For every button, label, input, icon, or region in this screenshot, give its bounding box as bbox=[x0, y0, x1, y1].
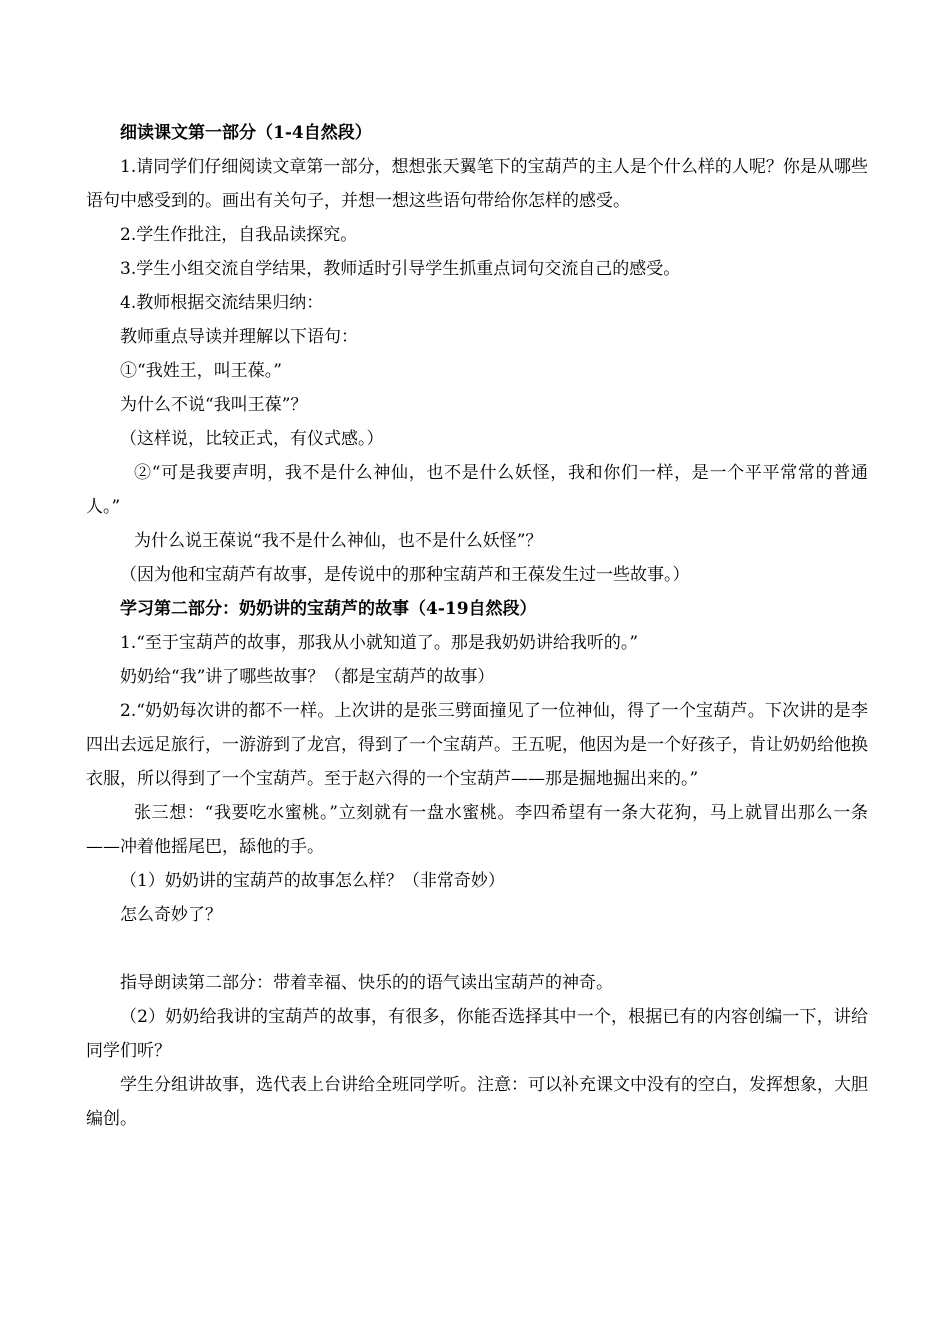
paragraph: 为什么不说“我叫王葆”？ bbox=[120, 395, 308, 415]
paragraph: （1）奶奶讲的宝葫芦的故事怎么样？（非常奇妙） bbox=[120, 871, 505, 891]
paragraph: （这样说，比较正式，有仪式感。） bbox=[120, 429, 384, 449]
paragraph: 教师重点导读并理解以下语句： bbox=[120, 327, 358, 347]
paragraph: 为什么说王葆说“我不是什么神仙，也不是什么妖怪”？ bbox=[134, 531, 543, 551]
paragraph: ①“我姓王，叫王葆。” bbox=[120, 361, 282, 381]
paragraph: 1.“至于宝葫芦的故事，那我从小就知道了。那是我奶奶讲给我听的。” bbox=[120, 633, 639, 653]
section-heading-part-two: 学习第二部分：奶奶讲的宝葫芦的故事（4-19自然段） bbox=[120, 599, 537, 619]
paragraph: 2.“奶奶每次讲的都不一样。上次讲的是张三劈面撞见了一位神仙，得了一个宝葫芦。下次讲的是李四出去远足旅行，一游游到了龙宫，得到了一个宝葫芦。王五呢，他因为是一个好孩子，肯让奶奶给他换衣服，所以得到了一个宝葫芦。至于赵六得的一个宝葫芦——那是掘地掘出来的。” bbox=[86, 701, 868, 789]
paragraph: 4.教师根据交流结果归纳： bbox=[120, 293, 324, 313]
paragraph: ②“可是我要声明，我不是什么神仙，也不是什么妖怪，我和你们一样，是一个平平常常的普通人。” bbox=[86, 463, 868, 517]
paragraph: （因为他和宝葫芦有故事，是传说中的那种宝葫芦和王葆发生过一些故事。） bbox=[120, 565, 690, 585]
paragraph: 奶奶给“我”讲了哪些故事？（都是宝葫芦的故事） bbox=[120, 667, 495, 687]
paragraph: 怎么奇妙了？ bbox=[120, 905, 222, 925]
blank-line bbox=[86, 932, 868, 966]
section-heading-part-one: 细读课文第一部分（1-4自然段） bbox=[120, 123, 372, 143]
paragraph: 3.学生小组交流自学结果，教师适时引导学生抓重点词句交流自己的感受。 bbox=[120, 259, 681, 279]
paragraph: 张三想：“我要吃水蜜桃。”立刻就有一盘水蜜桃。李四希望有一条大花狗，马上就冒出那么一条——冲着他摇尾巴，舔他的手。 bbox=[86, 803, 868, 857]
paragraph: （2）奶奶给我讲的宝葫芦的故事，有很多，你能否选择其中一个，根据已有的内容创编一下，讲给同学们听？ bbox=[86, 1007, 868, 1061]
document-body bbox=[86, 116, 868, 1136]
paragraph: 2.学生作批注，自我品读探究。 bbox=[120, 225, 358, 245]
paragraph: 指导朗读第二部分：带着幸福、快乐的的语气读出宝葫芦的神奇。 bbox=[120, 973, 613, 993]
paragraph: 1.请同学们仔细阅读文章第一部分，想想张天翼笔下的宝葫芦的主人是个什么样的人呢？你是从哪些语句中感受到的。画出有关句子，并想一想这些语句带给你怎样的感受。 bbox=[86, 157, 868, 211]
paragraph: 学生分组讲故事，选代表上台讲给全班同学听。注意：可以补充课文中没有的空白，发挥想象，大胆编创。 bbox=[86, 1075, 868, 1129]
